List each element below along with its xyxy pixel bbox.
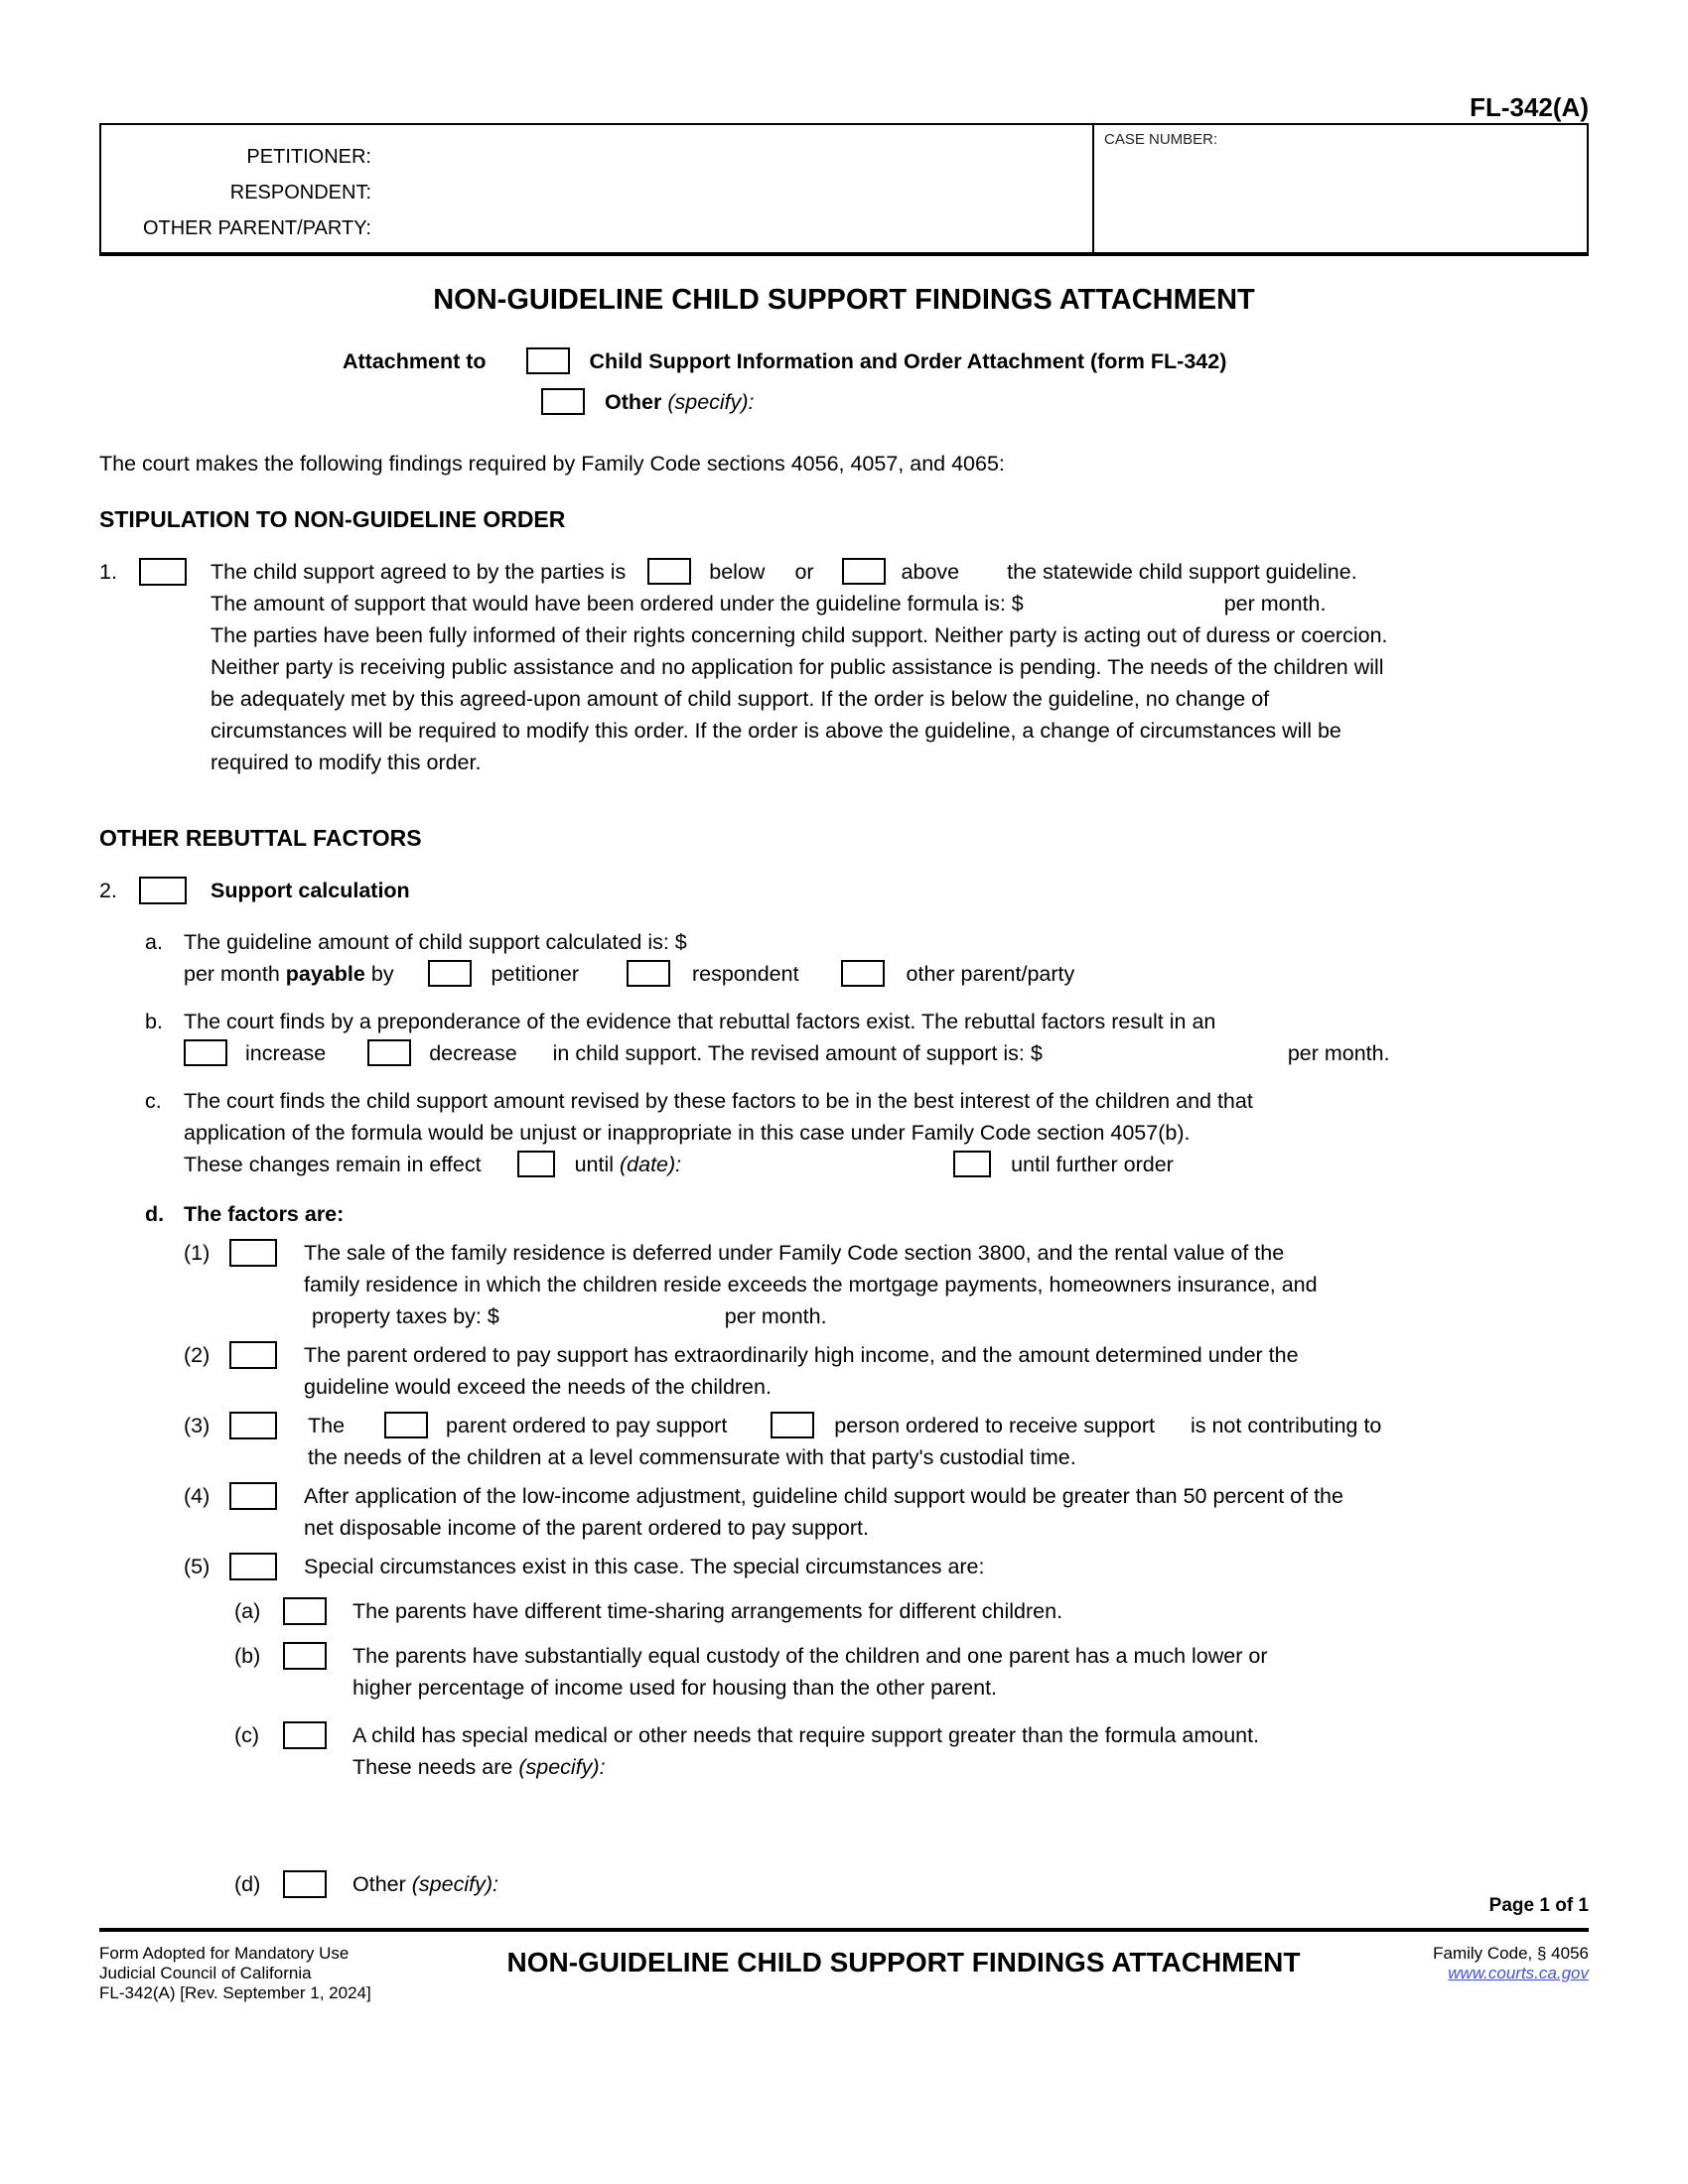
case-number-cell — [1094, 125, 1587, 252]
special-c-line-1: A child has special medical or other needs that require support greater than the formula amount. — [352, 1723, 1260, 1747]
increase-checkbox[interactable] — [184, 1039, 227, 1066]
other-text: Other — [352, 1872, 406, 1896]
payable-petitioner-checkbox[interactable] — [428, 960, 472, 987]
payable-other-parent-checkbox[interactable] — [841, 960, 885, 987]
payor-parent-label: parent ordered to pay support — [446, 1414, 728, 1437]
factor-2 — [184, 1339, 1589, 1403]
footer-adoption-info — [99, 1944, 457, 2003]
attachment-to-label: Attachment to — [343, 349, 487, 373]
footer-form-title: NON-GUIDELINE CHILD SUPPORT FINDINGS ATTACHMENT — [506, 1947, 1301, 1978]
respondent-name-field[interactable] — [371, 173, 1092, 199]
item-2c-line-2: application of the formula would be unjust or inappropriate in this case under Family Code section 4057(b). — [184, 1121, 1191, 1145]
attachment-other-label: Other — [605, 390, 662, 414]
special-b-line-1: The parents have substantially equal custody of the children and one parent has a much lower or — [352, 1644, 1268, 1668]
calculated-amount-text: The guideline amount of child support calculated is: $ — [184, 930, 687, 954]
factor-5-number: (5) — [184, 1555, 211, 1578]
special-c-letter: (c) — [234, 1723, 260, 1747]
stipulation-para-line: required to modify this order. — [211, 751, 482, 774]
payee-person-label: person ordered to receive support — [834, 1414, 1155, 1437]
by-text: by — [370, 962, 394, 986]
intro-text: The court makes the following findings required by Family Code sections 4056, 4057, and 4065: — [99, 452, 1005, 476]
below-label: below — [709, 560, 766, 584]
petitioner-option-label: petitioner — [491, 962, 579, 986]
factor-2-line-1: The parent ordered to pay support has extraordinarily high income, and the amount determined under the — [304, 1343, 1299, 1367]
factor-1-line-3 — [304, 1300, 1589, 1332]
party-names-cell — [101, 125, 1094, 252]
factor-4-checkbox[interactable] — [229, 1482, 277, 1510]
factor-4-line-1: After application of the low-income adjustment, guideline child support would be greater than 50 percent of the — [304, 1484, 1343, 1508]
factor-3-checkbox[interactable] — [229, 1412, 277, 1439]
special-a — [234, 1595, 1589, 1631]
stipulation-heading: STIPULATION TO NON-GUIDELINE ORDER — [99, 506, 566, 532]
case-number-field[interactable] — [1104, 148, 1577, 227]
support-calculation-item — [99, 875, 1589, 910]
special-b-line-2: higher percentage of income used for housing than the other parent. — [352, 1676, 998, 1700]
attachment-other-specify-label: (specify): — [667, 390, 755, 414]
needs-are-text: These needs are — [352, 1755, 513, 1779]
until-text: until — [574, 1153, 615, 1176]
factor-1-line-1: The sale of the family residence is deferred under Family Code section 3800, and the rental value of the — [304, 1241, 1285, 1265]
factor-2-checkbox[interactable] — [229, 1341, 277, 1369]
page-title: NON-GUIDELINE CHILD SUPPORT FINDINGS ATTACHMENT — [433, 284, 1255, 316]
attachment-other-checkbox[interactable] — [541, 388, 585, 415]
attachment-fl342-label: Child Support Information and Order Attachment (form FL-342) — [589, 349, 1227, 373]
decrease-checkbox[interactable] — [367, 1039, 411, 1066]
factor-1-checkbox[interactable] — [229, 1239, 277, 1267]
caption-box — [99, 123, 1589, 256]
stipulation-para-line: Neither party is receiving public assistance and no application for public assistance is pending. The needs of the children will — [211, 655, 1384, 679]
revised-amount-text: in child support. The revised amount of support is: $ — [552, 1041, 1043, 1065]
petitioner-label: PETITIONER: — [246, 146, 371, 168]
footer-left-line: Judicial Council of California — [99, 1964, 312, 1982]
item-1-number: 1. — [99, 560, 117, 584]
page-indicator: Page 1 of 1 — [1488, 1895, 1589, 1916]
payee-person-checkbox[interactable] — [771, 1412, 814, 1438]
property-taxes-text: property taxes by: $ — [312, 1304, 499, 1328]
factor-1-line-2: family residence in which the children reside exceeds the mortgage payments, homeowners insurance, and — [304, 1273, 1318, 1297]
item-2d-letter: d. — [145, 1202, 165, 1226]
payable-text: payable — [285, 962, 365, 986]
item-2b-line-1: The court finds by a preponderance of the evidence that rebuttal factors exist. The rebuttal factors result in an — [184, 1010, 1216, 1033]
petitioner-name-field[interactable] — [371, 137, 1092, 163]
item-2b — [145, 1006, 1589, 1069]
factor-3-post-text: is not contributing to — [1190, 1414, 1382, 1437]
payor-parent-checkbox[interactable] — [384, 1412, 428, 1438]
revised-per-month-text: per month. — [1287, 1041, 1390, 1065]
amount-pre-text: The amount of support that would have been ordered under the guideline formula is: $ — [211, 592, 1024, 615]
item-2a-letter: a. — [145, 930, 163, 954]
item-2c-letter: c. — [145, 1089, 162, 1113]
attachment-other-row — [541, 386, 1589, 418]
factor-3-the-text: The — [308, 1414, 346, 1437]
stipulation-para-line: circumstances will be required to modify this order. If the order is above the guideline, a change of circumstances will be — [211, 719, 1341, 743]
factor-2-line-2: guideline would exceed the needs of the children. — [304, 1375, 772, 1399]
item-2b-letter: b. — [145, 1010, 163, 1033]
item-2a — [145, 926, 1589, 990]
item-2d — [145, 1198, 1589, 1230]
footer — [99, 1894, 1589, 2003]
item-2c — [145, 1085, 1589, 1180]
other-parent-label: OTHER PARENT/PARTY: — [142, 217, 371, 239]
until-further-order-checkbox[interactable] — [953, 1151, 991, 1177]
item-2a-line-1 — [184, 926, 1589, 958]
footer-left-line: FL-342(A) [Rev. September 1, 2024] — [99, 1983, 371, 2002]
factor-1 — [184, 1237, 1589, 1332]
factor-3-number: (3) — [184, 1414, 211, 1437]
until-further-order-label: until further order — [1011, 1153, 1174, 1176]
special-d-letter: (d) — [234, 1872, 261, 1896]
stipulation-checkbox[interactable] — [139, 558, 187, 586]
special-a-letter: (a) — [234, 1599, 261, 1623]
other-specify-label: (specify): — [411, 1872, 498, 1896]
respondent-label: RESPONDENT: — [229, 182, 371, 204]
factor-3 — [184, 1410, 1589, 1473]
factor-3-line-2: the needs of the children at a level commensurate with that party's custodial time. — [308, 1445, 1076, 1469]
needs-specify-label: (specify): — [518, 1755, 606, 1779]
footer-left-line: Form Adopted for Mandatory Use — [99, 1944, 350, 1963]
case-number-label: CASE NUMBER: — [1104, 131, 1218, 148]
special-c-line-2 — [352, 1751, 1589, 1783]
support-calculation-label: Support calculation — [211, 879, 410, 902]
item-2c-line-1: The court finds the child support amount revised by these factors to be in the best interest of the children and that — [184, 1089, 1253, 1113]
item-2b-line-2 — [184, 1037, 1589, 1069]
above-checkbox[interactable] — [842, 558, 886, 585]
amount-post-text: per month. — [1223, 592, 1327, 615]
item-2a-line-2 — [184, 958, 1589, 990]
changes-remain-text: These changes remain in effect — [184, 1153, 482, 1176]
factor-1-per-month-text: per month. — [724, 1304, 827, 1328]
increase-label: increase — [244, 1041, 327, 1065]
stipulation-item — [99, 556, 1589, 778]
below-checkbox[interactable] — [647, 558, 691, 585]
decrease-label: decrease — [429, 1041, 517, 1065]
form-number: FL-342(A) — [1470, 92, 1589, 122]
special-b-checkbox[interactable] — [283, 1642, 327, 1670]
above-label: above — [901, 560, 960, 584]
stipulation-line-2 — [211, 588, 1589, 619]
rebuttal-heading: OTHER REBUTTAL FACTORS — [99, 825, 422, 851]
per-month-text: per month — [184, 962, 280, 986]
agreed-post-text: the statewide child support guideline. — [1007, 560, 1357, 584]
factor-4-line-2: net disposable income of the parent ordered to pay support. — [304, 1516, 869, 1540]
family-code-reference: Family Code, § 4056 — [1433, 1944, 1589, 1963]
footer-legal-ref — [1350, 1944, 1589, 2003]
factor-2-number: (2) — [184, 1343, 211, 1367]
special-c — [234, 1719, 1589, 1783]
stipulation-para-line: The parties have been fully informed of their rights concerning child support. Neither party is acting out of duress or coercion. — [211, 623, 1388, 647]
payable-respondent-checkbox[interactable] — [627, 960, 670, 987]
other-parent-option-label: other parent/party — [906, 962, 1075, 986]
special-a-line-1: The parents have different time-sharing arrangements for different children. — [352, 1599, 1063, 1623]
stipulation-para-line: be adequately met by this agreed-upon amount of child support. If the order is below the guideline, no change of — [211, 687, 1270, 711]
special-b-letter: (b) — [234, 1644, 261, 1668]
item-2c-line-3 — [184, 1149, 1589, 1180]
until-date-checkbox[interactable] — [517, 1151, 555, 1177]
special-a-checkbox[interactable] — [283, 1597, 327, 1625]
factor-1-number: (1) — [184, 1241, 211, 1265]
attachment-fl342-checkbox[interactable] — [526, 347, 570, 374]
special-c-checkbox[interactable] — [283, 1721, 327, 1749]
stipulation-line-1 — [211, 556, 1589, 588]
factors-heading: The factors are: — [184, 1202, 345, 1226]
factor-4-number: (4) — [184, 1484, 211, 1508]
factor-5-checkbox[interactable] — [229, 1553, 277, 1580]
until-date-label: (date): — [620, 1153, 682, 1176]
attachment-to-row — [343, 345, 1589, 377]
other-parent-name-field[interactable] — [371, 208, 1092, 234]
or-label: or — [794, 560, 814, 584]
courts-website-link[interactable]: www.courts.ca.gov — [1448, 1964, 1589, 1982]
special-b — [234, 1640, 1589, 1704]
respondent-option-label: respondent — [691, 962, 799, 986]
factor-5 — [184, 1551, 1589, 1586]
factor-3-line-1 — [304, 1410, 1589, 1441]
factor-5-line-1: Special circumstances exist in this case. The special circumstances are: — [304, 1555, 985, 1578]
footer-divider — [99, 1928, 1589, 1932]
factor-4 — [184, 1480, 1589, 1544]
support-calculation-checkbox[interactable] — [139, 877, 187, 904]
item-2-number: 2. — [99, 879, 117, 902]
agreed-pre-text: The child support agreed to by the parties is — [211, 560, 627, 584]
